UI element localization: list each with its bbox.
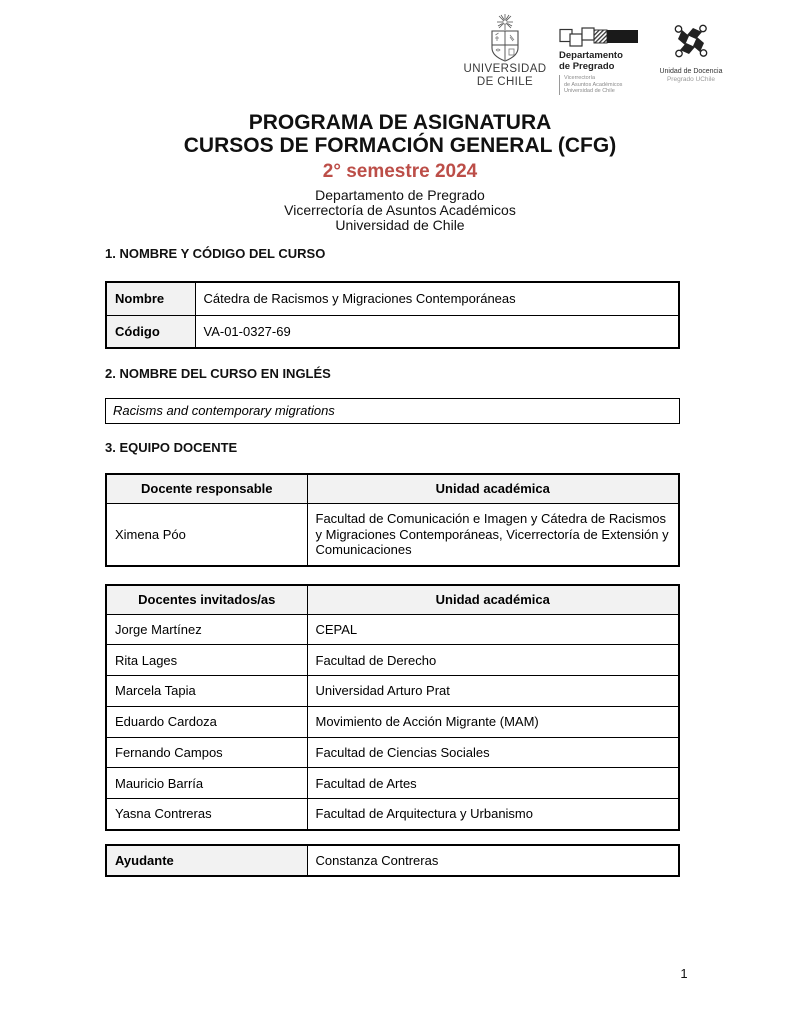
table-row <box>106 676 679 707</box>
academic-unit-header: Unidad académica <box>307 585 679 614</box>
table-header-row <box>106 585 679 614</box>
document-title-line2: CURSOS DE FORMACIÓN GENERAL (CFG) <box>183 134 617 157</box>
invited-unit: Facultad de Arquitectura y Urbanismo <box>307 799 679 830</box>
invited-unit: Facultad de Derecho <box>307 645 679 676</box>
academic-unit-header: Unidad académica <box>307 474 679 503</box>
table-row <box>106 503 679 566</box>
table-row <box>106 706 679 737</box>
pinwheel-icon <box>668 20 714 66</box>
responsible-teacher-table <box>105 473 680 567</box>
course-name-value: Cátedra de Racismos y Migraciones Contemporáneas <box>195 282 679 315</box>
departamento-pregrado-logo <box>559 27 643 95</box>
unidad-docencia-line2: Pregrado UChile <box>666 76 716 83</box>
english-course-name: Racisms and contemporary migrations <box>105 398 680 424</box>
table-row <box>106 799 679 830</box>
title-subtitles <box>0 188 800 233</box>
invited-name: Jorge Martínez <box>106 614 307 645</box>
section-2-heading: 2. NOMBRE DEL CURSO EN INGLÉS <box>105 366 331 381</box>
table-row <box>106 282 679 315</box>
assistant-name: Constanza Contreras <box>307 845 679 876</box>
invited-unit: CEPAL <box>307 614 679 645</box>
section-3-heading: 3. EQUIPO DOCENTE <box>105 440 238 455</box>
responsible-name: Ximena Póo <box>106 503 307 566</box>
responsible-unit: Facultad de Comunicación e Imagen y Cátedra de Racismos y Migraciones Contemporáneas, Vicerrectoría de Extensión y Comunicaciones <box>307 503 679 566</box>
table-row <box>106 737 679 768</box>
table-row <box>106 614 679 645</box>
invited-name: Mauricio Barría <box>106 768 307 799</box>
invited-name: Yasna Contreras <box>106 799 307 830</box>
university-name-line1: UNIVERSIDAD <box>463 63 547 75</box>
assistant-label: Ayudante <box>106 845 307 876</box>
invited-name: Rita Lages <box>106 645 307 676</box>
table-row <box>106 315 679 348</box>
invited-name: Eduardo Cardoza <box>106 706 307 737</box>
invited-unit: Facultad de Artes <box>307 768 679 799</box>
university-crest-icon <box>476 14 534 62</box>
table-row <box>106 768 679 799</box>
page-number: 1 <box>680 966 688 981</box>
invited-unit: Universidad Arturo Prat <box>307 676 679 707</box>
course-code-label: Código <box>106 315 195 348</box>
departamento-title <box>559 51 643 72</box>
invited-header: Docentes invitados/as <box>106 585 307 614</box>
course-code-value: VA-01-0327-69 <box>195 315 679 348</box>
semester-label: 2° semestre 2024 <box>322 161 478 182</box>
unidad-docencia-logo <box>651 20 731 84</box>
squares-motif-icon <box>559 27 639 48</box>
invited-unit: Facultad de Ciencias Sociales <box>307 737 679 768</box>
university-name <box>455 63 555 88</box>
invited-teachers-table <box>105 584 680 831</box>
course-name-code-table <box>105 281 680 349</box>
subtitle-vicerrectoria: Vicerrectoría de Asuntos Académicos <box>284 202 516 218</box>
header-logos <box>455 14 723 94</box>
invited-unit: Movimiento de Acción Migrante (MAM) <box>307 706 679 737</box>
unidad-docencia-line1: Unidad de Docencia <box>659 68 723 75</box>
course-name-label: Nombre <box>106 282 195 315</box>
departamento-title-line1: Departamento <box>559 50 623 61</box>
universidad-de-chile-logo <box>455 14 555 88</box>
table-row <box>106 645 679 676</box>
subtitle-departamento: Departamento de Pregrado <box>315 187 485 203</box>
table-row <box>106 845 679 876</box>
table-header-row <box>106 474 679 503</box>
section-1-heading: 1. NOMBRE Y CÓDIGO DEL CURSO <box>105 246 326 261</box>
responsible-header: Docente responsable <box>106 474 307 503</box>
invited-name: Marcela Tapia <box>106 676 307 707</box>
subtitle-universidad: Universidad de Chile <box>335 217 465 233</box>
document-title-line1: PROGRAMA DE ASIGNATURA <box>248 111 552 134</box>
assistant-table <box>105 844 680 877</box>
departamento-subtext: Vicerrectoría de Asuntos Académicos Universidad de Chile <box>559 75 643 95</box>
invited-name: Fernando Campos <box>106 737 307 768</box>
document-title-block <box>0 111 800 233</box>
departamento-title-line2: de Pregrado <box>559 60 615 72</box>
university-name-line2: DE CHILE <box>476 75 534 88</box>
